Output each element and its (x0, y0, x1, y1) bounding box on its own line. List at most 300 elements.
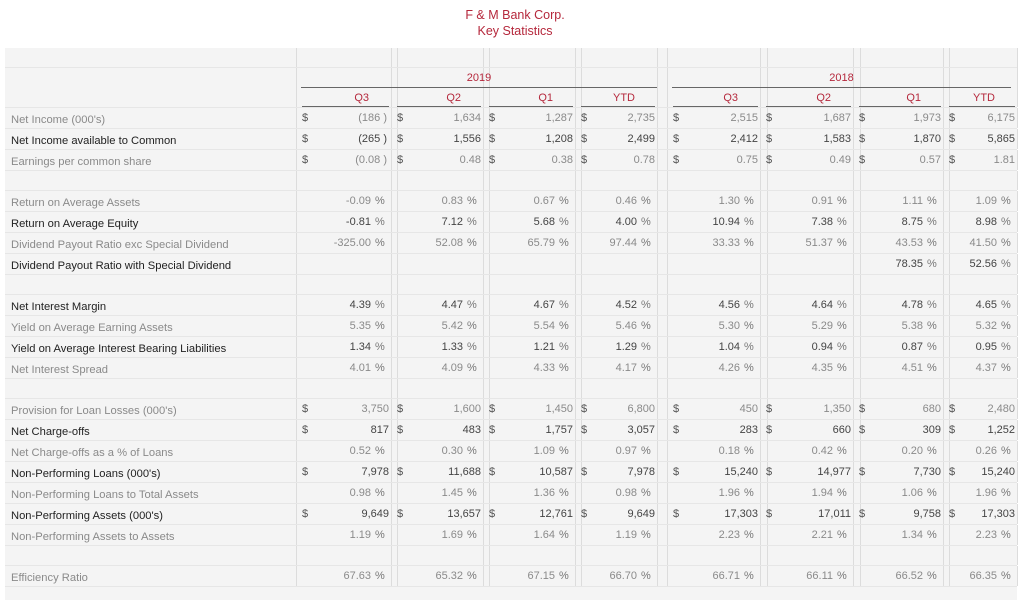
quarter-header: YTD (613, 92, 635, 104)
column-divider (1017, 420, 1018, 440)
currency-symbol: $ (673, 154, 680, 166)
column-divider (391, 379, 392, 398)
column-divider (489, 275, 490, 294)
percent-symbol: % (837, 570, 847, 582)
currency-symbol: $ (949, 133, 956, 145)
cell-value: 1.09 (975, 195, 997, 207)
row-label: Return on Average Equity (11, 218, 139, 230)
percent-symbol: % (927, 216, 937, 228)
percent-symbol: % (559, 487, 569, 499)
percent-symbol: % (1001, 487, 1011, 499)
currency-symbol: $ (302, 112, 309, 124)
cell-value: 4.37 (975, 362, 997, 374)
column-divider (483, 525, 484, 545)
cell-value: 10,587 (539, 466, 573, 478)
table-row (5, 212, 1017, 233)
percent-symbol: % (837, 299, 847, 311)
column-divider (397, 379, 398, 398)
quarter-header-rule (949, 106, 1015, 107)
cell-value: 1.30 (718, 195, 740, 207)
percent-symbol: % (744, 570, 754, 582)
year-header: 2019 (466, 72, 492, 84)
column-divider (483, 379, 484, 398)
column-divider (760, 504, 761, 524)
table-row (5, 129, 1017, 150)
percent-symbol: % (467, 570, 477, 582)
column-divider (1017, 441, 1018, 461)
cell-value: 1,687 (823, 112, 851, 124)
column-divider (483, 108, 484, 128)
currency-symbol: $ (397, 112, 404, 124)
currency-symbol: $ (673, 466, 680, 478)
column-divider (296, 379, 297, 398)
column-divider (943, 337, 944, 357)
report-subtitle: Key Statistics (477, 24, 553, 38)
cell-value: 1.69 (441, 529, 463, 541)
cell-value: 4.78 (901, 299, 923, 311)
column-divider (667, 150, 668, 170)
percent-symbol: % (375, 362, 385, 374)
currency-symbol: $ (766, 154, 773, 166)
report-title (0, 7, 1030, 39)
column-divider (296, 275, 297, 294)
percent-symbol: % (559, 320, 569, 332)
currency-symbol: $ (766, 133, 773, 145)
column-divider (667, 129, 668, 149)
column-divider (657, 233, 658, 253)
column-divider (853, 275, 854, 294)
column-divider (397, 254, 398, 274)
column-divider (391, 233, 392, 253)
table-row (5, 462, 1017, 483)
cell-value: 66.11 (806, 570, 833, 582)
percent-symbol: % (641, 216, 651, 228)
cell-value: 41.50 (969, 237, 997, 249)
column-divider (760, 233, 761, 253)
column-divider (760, 212, 761, 232)
percent-symbol: % (559, 299, 569, 311)
company-name: F & M Bank Corp. (465, 8, 565, 22)
table-row (5, 233, 1017, 254)
currency-symbol: $ (859, 403, 866, 415)
column-divider (391, 171, 392, 190)
column-divider (483, 212, 484, 232)
percent-symbol: % (927, 258, 937, 270)
cell-value: 66.35 (969, 570, 997, 582)
column-divider (1017, 337, 1018, 357)
column-divider (943, 441, 944, 461)
percent-symbol: % (641, 362, 651, 374)
column-divider (1017, 233, 1018, 253)
column-divider (391, 316, 392, 336)
column-divider (1017, 379, 1018, 398)
column-divider (667, 171, 668, 190)
cell-value: 483 (462, 424, 481, 436)
column-divider (575, 212, 576, 232)
quarter-header-rule (766, 106, 851, 107)
column-divider (943, 295, 944, 315)
column-divider (657, 254, 658, 274)
percent-symbol: % (1001, 570, 1011, 582)
cell-value: 2,735 (627, 112, 655, 124)
table-row (5, 399, 1017, 420)
currency-symbol: $ (766, 112, 773, 124)
table-row (5, 504, 1017, 525)
column-divider (581, 275, 582, 294)
currency-symbol: $ (859, 508, 866, 520)
percent-symbol: % (927, 237, 937, 249)
cell-value: 0.20 (901, 445, 923, 457)
column-divider (657, 337, 658, 357)
percent-symbol: % (744, 216, 754, 228)
cell-value: 5.29 (811, 320, 833, 332)
cell-value: 5,865 (987, 133, 1015, 145)
column-divider (489, 546, 490, 565)
percent-symbol: % (927, 529, 937, 541)
currency-symbol: $ (489, 112, 496, 124)
currency-symbol: $ (302, 403, 309, 415)
cell-value: 4.39 (349, 299, 371, 311)
table-row (5, 337, 1017, 358)
column-divider (767, 254, 768, 274)
cell-value: 2,499 (627, 133, 655, 145)
column-divider (667, 358, 668, 378)
table-row (5, 441, 1017, 462)
column-divider (483, 420, 484, 440)
column-divider (1017, 254, 1018, 274)
cell-value: 15,240 (981, 466, 1015, 478)
column-divider (1017, 504, 1018, 524)
column-divider (483, 441, 484, 461)
cell-value: 1.96 (718, 487, 740, 499)
percent-symbol: % (375, 570, 385, 582)
column-divider (575, 108, 576, 128)
column-divider (575, 295, 576, 315)
cell-value: 2,480 (987, 403, 1015, 415)
row-label: Non-Performing Loans to Total Assets (11, 489, 199, 501)
percent-symbol: % (375, 445, 385, 457)
cell-value: 11,688 (448, 466, 481, 478)
cell-value: 1,287 (545, 112, 573, 124)
column-divider (949, 171, 950, 190)
column-divider (391, 150, 392, 170)
column-divider (667, 462, 668, 482)
column-divider (1017, 212, 1018, 232)
column-divider (391, 191, 392, 211)
column-divider (667, 504, 668, 524)
column-divider (667, 441, 668, 461)
column-divider (853, 337, 854, 357)
cell-value: 67.15 (527, 570, 555, 582)
cell-value: 4.17 (615, 362, 637, 374)
column-divider (853, 504, 854, 524)
column-divider (397, 171, 398, 190)
quarter-header: YTD (973, 92, 995, 104)
cell-value: 12,761 (539, 508, 573, 520)
column-divider (760, 316, 761, 336)
column-divider (943, 504, 944, 524)
cell-value: 2,515 (730, 112, 758, 124)
cell-value: 1,450 (545, 403, 573, 415)
column-divider (575, 483, 576, 503)
table-row (5, 254, 1017, 275)
percent-symbol: % (927, 362, 937, 374)
column-divider (483, 504, 484, 524)
column-divider (391, 546, 392, 565)
table-row (5, 316, 1017, 337)
quarter-header: Q1 (906, 92, 921, 104)
percent-symbol: % (641, 529, 651, 541)
column-divider (943, 462, 944, 482)
column-divider (657, 462, 658, 482)
cell-value: 1,350 (823, 403, 851, 415)
column-divider (853, 191, 854, 211)
column-divider (391, 108, 392, 128)
table-row (5, 150, 1017, 171)
currency-symbol: $ (489, 466, 496, 478)
cell-value: 1.64 (533, 529, 555, 541)
table-header (5, 48, 1017, 108)
column-divider (391, 462, 392, 482)
cell-value: 1,634 (453, 112, 481, 124)
cell-value: 4.64 (811, 299, 833, 311)
percent-symbol: % (744, 487, 754, 499)
percent-symbol: % (467, 362, 477, 374)
row-label: Net Income available to Common (11, 135, 177, 147)
column-divider (397, 275, 398, 294)
column-divider (767, 379, 768, 398)
percent-symbol: % (375, 320, 385, 332)
column-divider (1017, 171, 1018, 190)
cell-value: 17,303 (981, 508, 1015, 520)
percent-symbol: % (375, 341, 385, 353)
percent-symbol: % (744, 299, 754, 311)
percent-symbol: % (1001, 341, 1011, 353)
column-divider (657, 525, 658, 545)
column-divider (853, 316, 854, 336)
row-label: Non-Performing Loans (000's) (11, 468, 161, 480)
column-divider (657, 171, 658, 190)
currency-symbol: $ (581, 424, 588, 436)
cell-value: 817 (370, 424, 389, 436)
column-divider (760, 295, 761, 315)
cell-value: 0.91 (811, 195, 833, 207)
percent-symbol: % (837, 216, 847, 228)
percent-symbol: % (559, 362, 569, 374)
currency-symbol: $ (302, 154, 309, 166)
percent-symbol: % (744, 341, 754, 353)
currency-symbol: $ (949, 466, 956, 478)
cell-value: 5.30 (718, 320, 740, 332)
column-divider (575, 358, 576, 378)
cell-value: 0.87 (901, 341, 923, 353)
percent-symbol: % (927, 320, 937, 332)
cell-value: 4.00 (615, 216, 637, 228)
percent-symbol: % (837, 445, 847, 457)
column-divider (667, 275, 668, 294)
cell-value: 6,800 (627, 403, 655, 415)
column-divider (943, 420, 944, 440)
cell-value: 0.67 (533, 195, 555, 207)
column-divider (853, 254, 854, 274)
cell-value: 9,649 (627, 508, 655, 520)
column-divider (760, 420, 761, 440)
cell-value: 0.52 (349, 445, 371, 457)
cell-value: 14,977 (817, 466, 851, 478)
percent-symbol: % (467, 445, 477, 457)
currency-symbol: $ (859, 112, 866, 124)
column-divider (483, 129, 484, 149)
cell-value: 309 (922, 424, 941, 436)
column-divider (483, 171, 484, 190)
cell-value: 5.32 (975, 320, 997, 332)
column-divider (943, 191, 944, 211)
column-divider (657, 379, 658, 398)
cell-value: 0.98 (615, 487, 637, 499)
column-divider (483, 275, 484, 294)
cell-value: 67.63 (343, 570, 371, 582)
column-divider (1017, 129, 1018, 149)
cell-value: 1,757 (545, 424, 573, 436)
currency-symbol: $ (581, 403, 588, 415)
currency-symbol: $ (581, 466, 588, 478)
column-divider (760, 191, 761, 211)
row-label: Net Interest Margin (11, 301, 107, 313)
currency-symbol: $ (397, 424, 404, 436)
percent-symbol: % (641, 299, 651, 311)
column-divider (760, 441, 761, 461)
percent-symbol: % (559, 445, 569, 457)
column-divider (581, 254, 582, 274)
percent-symbol: % (1001, 258, 1011, 270)
percent-symbol: % (744, 195, 754, 207)
cell-value: 0.18 (718, 445, 740, 457)
quarter-header-rule (489, 106, 573, 107)
percent-symbol: % (837, 341, 847, 353)
cell-value: 15,240 (724, 466, 758, 478)
percent-symbol: % (559, 570, 569, 582)
percent-symbol: % (641, 445, 651, 457)
percent-symbol: % (641, 487, 651, 499)
column-divider (760, 399, 761, 419)
column-divider (657, 483, 658, 503)
row-label: Net Income (000's) (11, 114, 106, 126)
column-divider (575, 254, 576, 274)
percent-symbol: % (1001, 445, 1011, 457)
cell-value: 1,583 (823, 133, 851, 145)
column-divider (391, 504, 392, 524)
cell-value: 680 (922, 403, 941, 415)
percent-symbol: % (559, 341, 569, 353)
column-divider (760, 337, 761, 357)
percent-symbol: % (927, 445, 937, 457)
column-divider (949, 546, 950, 565)
percent-symbol: % (744, 362, 754, 374)
percent-symbol: % (837, 320, 847, 332)
column-divider (853, 295, 854, 315)
percent-symbol: % (467, 529, 477, 541)
column-divider (1017, 275, 1018, 294)
percent-symbol: % (641, 320, 651, 332)
cell-value: -0.81 (345, 216, 371, 228)
percent-symbol: % (641, 570, 651, 582)
cell-value: 1,208 (545, 133, 573, 145)
table-row (5, 108, 1017, 129)
percent-symbol: % (837, 529, 847, 541)
currency-symbol: $ (766, 466, 773, 478)
cell-value: 33.33 (712, 237, 740, 249)
column-divider (760, 358, 761, 378)
column-divider (657, 150, 658, 170)
column-divider (853, 358, 854, 378)
quarter-header: Q1 (538, 92, 553, 104)
column-divider (853, 546, 854, 565)
percent-symbol: % (641, 237, 651, 249)
column-divider (853, 462, 854, 482)
cell-value: 0.98 (349, 487, 371, 499)
column-divider (943, 171, 944, 190)
currency-symbol: $ (581, 112, 588, 124)
column-divider (860, 275, 861, 294)
cell-value: 1.34 (901, 529, 923, 541)
percent-symbol: % (467, 216, 477, 228)
percent-symbol: % (1001, 299, 1011, 311)
cell-value: 4.01 (349, 362, 371, 374)
percent-symbol: % (744, 529, 754, 541)
percent-symbol: % (927, 341, 937, 353)
cell-value: 65.32 (435, 570, 463, 582)
currency-symbol: $ (489, 508, 496, 520)
cell-value: 7,978 (361, 466, 389, 478)
cell-value: 0.38 (551, 154, 573, 166)
percent-symbol: % (1001, 237, 1011, 249)
currency-symbol: $ (581, 133, 588, 145)
column-divider (483, 566, 484, 586)
column-divider (667, 254, 668, 274)
cell-value: 4.33 (533, 362, 555, 374)
percent-symbol: % (559, 195, 569, 207)
column-divider (657, 295, 658, 315)
cell-value: 0.46 (615, 195, 637, 207)
cell-value: 43.53 (895, 237, 923, 249)
column-divider (575, 462, 576, 482)
currency-symbol: $ (673, 133, 680, 145)
column-divider (483, 337, 484, 357)
currency-symbol: $ (859, 133, 866, 145)
column-divider (853, 108, 854, 128)
column-divider (575, 379, 576, 398)
column-divider (391, 295, 392, 315)
cell-value: (265 ) (358, 133, 387, 145)
column-divider (391, 129, 392, 149)
percent-symbol: % (1001, 216, 1011, 228)
column-divider (483, 233, 484, 253)
currency-symbol: $ (859, 154, 866, 166)
row-label: Provision for Loan Losses (000's) (11, 405, 177, 417)
currency-symbol: $ (397, 133, 404, 145)
percent-symbol: % (1001, 529, 1011, 541)
column-divider (943, 108, 944, 128)
column-divider (760, 171, 761, 190)
column-divider (575, 129, 576, 149)
cell-value: 66.70 (609, 570, 637, 582)
column-divider (575, 275, 576, 294)
percent-symbol: % (1001, 362, 1011, 374)
currency-symbol: $ (673, 112, 680, 124)
cell-value: -325.00 (333, 237, 371, 249)
column-divider (296, 546, 297, 565)
percent-symbol: % (1001, 320, 1011, 332)
